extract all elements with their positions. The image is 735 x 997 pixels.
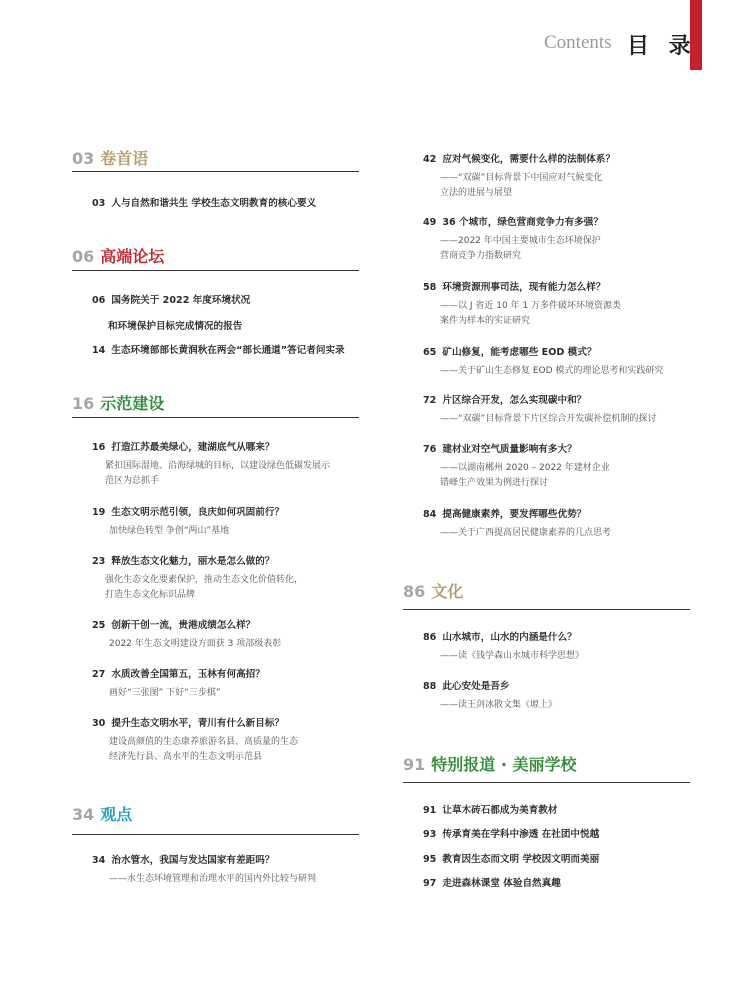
toc-entry[interactable] [423, 392, 656, 427]
entry-title: 片区综合开发，怎么实现碳中和？ [442, 395, 587, 406]
entry-title: 创新干创一流，贵港成绩怎么样？ [111, 620, 256, 631]
entry-title: 教育因生态而文明 学校因文明而美丽 [442, 854, 600, 865]
toc-entry[interactable] [423, 851, 599, 865]
section-number: 34 [72, 805, 95, 824]
toc-entry[interactable] [423, 802, 557, 816]
entry-subtitle: ——读《钱学森山水城市科学思想》 [440, 651, 585, 661]
page-number: 19 [92, 507, 106, 518]
toc-entry[interactable] [92, 292, 250, 306]
section-title [72, 802, 132, 825]
entry-title: 释放生态文化魅力，丽水是怎么做的？ [111, 556, 275, 567]
entry-subtitle: ——2022 年中国主要城市生态环境保护 营商竞争力指数研究 [440, 236, 601, 261]
section-name: 文化 [431, 582, 464, 601]
section-title [403, 752, 577, 775]
entry-title: 让草木砖石都成为美育教材 [442, 805, 558, 816]
entry-subtitle: 紧扣国际湿地、沿海绿城的目标，以建设绿色低碳发展示 范区为总抓手 [105, 461, 331, 486]
entry-subtitle: 强化生态文化要素保护，推动生态文化价值转化， 打造生态文化标识品牌 [105, 575, 304, 600]
section-name: 高端论坛 [100, 247, 165, 266]
entry-title-continued: 和环境保护目标完成情况的报告 [108, 321, 243, 332]
entry-subtitle: ——读王剑冰散文集《塬上》 [440, 700, 558, 710]
page-number: 34 [92, 855, 106, 866]
toc-entry[interactable] [423, 151, 615, 201]
section-name: 特别报道 · 美丽学校 [431, 755, 577, 774]
entry-subtitle: 建设高颜值的生态康养旅游名县、高质量的生态 经济先行县、高水平的生态文明示范县 [109, 737, 299, 762]
section-number: 16 [72, 394, 95, 413]
page-number: 03 [92, 198, 106, 209]
entry-title: 应对气候变化，需要什么样的法制体系？ [442, 154, 616, 165]
page-number: 86 [423, 632, 437, 643]
toc-entry[interactable] [92, 439, 330, 489]
section-title [72, 244, 164, 267]
page-number: 14 [92, 345, 106, 356]
divider [72, 834, 359, 835]
toc-entry[interactable] [423, 678, 557, 713]
page-number: 30 [92, 718, 106, 729]
section-title [72, 146, 148, 169]
page-number: 72 [423, 395, 437, 406]
divider [72, 417, 359, 418]
section-number: 86 [403, 582, 426, 601]
page-number: 88 [423, 681, 437, 692]
entry-subtitle: ——水生态环境管理和治理水平的国内外比较与研判 [109, 874, 317, 884]
entry-title: 建材业对空气质量影响有多大？ [442, 444, 577, 455]
toc-entry[interactable] [92, 195, 316, 209]
page-number: 65 [423, 347, 437, 358]
entry-title: 走进森林课堂 体验自然真趣 [442, 878, 561, 889]
section-title [72, 391, 164, 414]
entry-title: 传承育美在学科中渗透 在社团中悦越 [442, 829, 600, 840]
toc-entry[interactable] [92, 666, 265, 701]
entry-title: 打造江苏最美绿心，建湖底气从哪来？ [111, 442, 275, 453]
section-number: 91 [403, 755, 426, 774]
toc-entry[interactable] [92, 504, 284, 539]
toc-entry[interactable] [423, 441, 610, 491]
divider [403, 609, 690, 610]
entry-subtitle: ——关于矿山生态修复 EOD 模式的理论思考和实践研究 [440, 366, 664, 376]
toc-title: 目 录 [627, 34, 697, 59]
section-name: 观点 [100, 805, 133, 824]
entry-title: 生态文明示范引领，良庆如何巩固前行？ [111, 507, 285, 518]
page-number: 97 [423, 878, 437, 889]
page-number: 91 [423, 805, 437, 816]
toc-entry[interactable] [92, 553, 303, 603]
entry-title: 治水管水，我国与发达国家有差距吗？ [111, 855, 275, 866]
entry-title: 提高健康素养，要发挥哪些优势？ [442, 509, 587, 520]
toc-entry[interactable] [92, 852, 316, 887]
toc-entry[interactable] [423, 629, 584, 664]
divider [72, 171, 359, 172]
toc-entry[interactable] [423, 344, 663, 379]
toc-entry[interactable] [92, 617, 281, 652]
entry-title: 山水城市，山水的内涵是什么？ [442, 632, 577, 643]
page-number: 93 [423, 829, 437, 840]
toc-entry[interactable] [423, 506, 611, 541]
entry-subtitle: ——关于广西提高居民健康素养的几点思考 [440, 528, 612, 538]
page-number: 58 [423, 282, 437, 293]
entry-subtitle: 加快绿色转型 争创“两山”基地 [109, 526, 230, 536]
entry-title: 36 个城市，绿色营商竞争力有多强？ [442, 217, 603, 228]
page-number: 42 [423, 154, 437, 165]
entry-subtitle: ——以 J 省近 10 年 1 万多件破坏环境资源类 案件为样本的实证研究 [440, 301, 621, 326]
entry-subtitle: ——“双碳”目标背景下片区综合开发碳补偿机制的探讨 [440, 414, 657, 424]
section-name: 卷首语 [100, 149, 149, 168]
entry-title: 人与自然和谐共生 学校生态文明教育的核心要义 [111, 198, 317, 209]
section-number: 03 [72, 149, 95, 168]
section-title [403, 579, 463, 602]
entry-title: 环境资源刑事司法，现有能力怎么样？ [442, 282, 606, 293]
entry-title: 矿山修复，能考虑哪些 EOD 模式？ [442, 347, 597, 358]
toc-entry[interactable] [423, 279, 621, 329]
section-number: 06 [72, 247, 95, 266]
page-number: 95 [423, 854, 437, 865]
entry-subtitle: 2022 年生态文明建设方面获 3 项部级表彰 [109, 639, 282, 649]
divider [403, 782, 690, 783]
toc-entry[interactable] [423, 214, 603, 264]
page-number: 76 [423, 444, 437, 455]
page-number: 06 [92, 295, 106, 306]
page-number: 25 [92, 620, 106, 631]
divider [72, 270, 359, 271]
toc-entry[interactable] [92, 715, 298, 765]
page-number: 84 [423, 509, 437, 520]
entry-title: 生态环境部部长黄润秋在两会“部长通道”答记者问实录 [111, 345, 345, 356]
contents-label: Contents [544, 32, 612, 53]
toc-entry[interactable] [423, 875, 561, 889]
toc-entry[interactable] [423, 826, 599, 840]
page-number: 16 [92, 442, 106, 453]
entry-subtitle: ——“双碳”目标背景下中国应对气候变化 立法的进展与展望 [440, 173, 603, 198]
entry-subtitle: 画好“三张图” 下好“三步棋” [109, 688, 221, 698]
entry-subtitle: ——以湖南郴州 2020 – 2022 年建材企业 错峰生产效果为例进行探讨 [440, 463, 610, 488]
page-number: 23 [92, 556, 106, 567]
page-number: 27 [92, 669, 106, 680]
entry-title: 水质改善全国第五，玉林有何高招？ [111, 669, 265, 680]
page-number: 49 [423, 217, 437, 228]
entry-title: 国务院关于 2022 年度环境状况 [111, 295, 251, 306]
entry-title: 此心安处是吾乡 [442, 681, 510, 692]
section-name: 示范建设 [100, 394, 165, 413]
entry-title: 提升生态文明水平，青川有什么新目标？ [111, 718, 285, 729]
toc-entry[interactable] [92, 342, 345, 356]
